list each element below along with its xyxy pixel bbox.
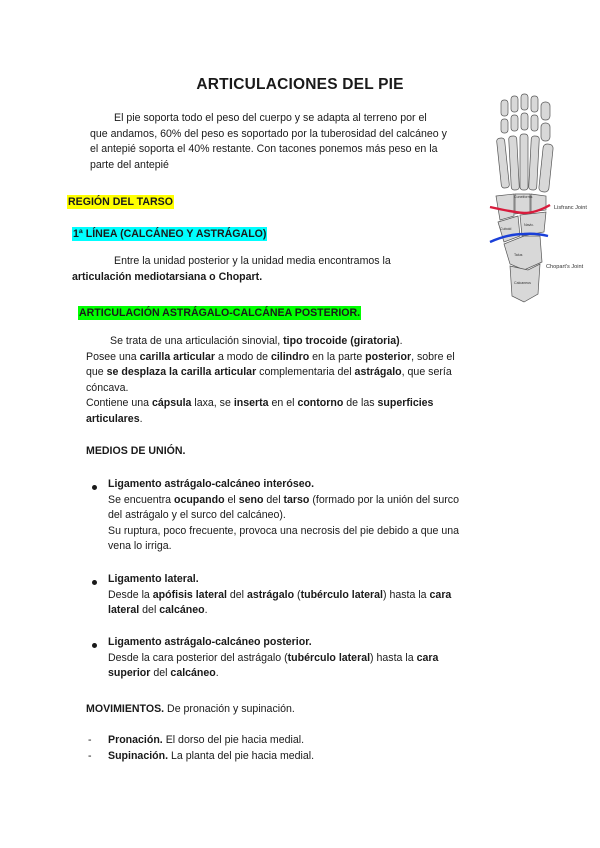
page-title: ARTICULACIONES DEL PIE [196,76,404,93]
intro-line-1: El pie soporta todo el peso del cuerpo y se adapta al terreno por el [114,112,427,124]
chopart-paragraph: Entre la unidad posterior y la unidad media encontramos la articulación mediotarsiana o Chopart. [72,255,391,283]
bullet-dot [92,643,97,648]
calcaneus-label: Calcaneus [514,281,531,285]
section-heading-primera-linea: 1ª LÍNEA (CALCÁNEO Y ASTRÁGALO) [73,228,267,240]
ligament-posterior: Ligamento astrágalo-calcáneo posterior. Desde la cara posterior del astrágalo (tubérculo lateral) hasta la cara superior del calcáneo. [108,636,439,679]
intro-line-2: que andamos, 60% del peso es soportado por la tuberosidad del calcáneo y [90,127,447,140]
ligament-interoseo: Ligamento astrágalo-calcáneo interóseo. Se encuentra ocupando el seno del tarso (formado por la unión del surco del astrágalo y el surco del calcáneo). Su ruptura, poco frecuente, provoca una necrosis del pie debido a que una vena lo irriga. [108,478,460,552]
bullet-dot [92,485,97,490]
chopart-label: Chopart's Joint [546,264,584,270]
medios-union-heading: MEDIOS DE UNIÓN. [86,445,186,457]
intro-line-4: parte del antepié [90,158,169,171]
list-item: - Supinación. La planta del pie hacia medial. [88,749,315,762]
navicular-label: Navic. [524,223,534,227]
list-item: - Pronación. El dorso del pie hacia medial. [88,734,305,746]
lisfranc-label: Lisfranc Joint [554,205,587,211]
cuboid-label: Cuboid [500,227,512,231]
movimientos-line: MOVIMIENTOS. De pronación y supinación. [86,703,295,715]
ligament-lateral: Ligamento lateral. Desde la apófisis lateral del astrágalo (tubérculo lateral) hasta la cara lateral del calcáneo. [108,573,452,616]
intro-line-3: el antepié soporta el 40% restante. Con tacones ponemos más peso en la [90,143,438,155]
foot-skeleton-figure [484,86,600,310]
talus-label: Talus [514,253,523,257]
bullet-dot [92,580,97,585]
intro-paragraph [90,111,480,173]
cuneiforms-label: Cuneiforms [514,195,533,199]
section-heading-tarso: REGIÓN DEL TARSO [68,196,173,208]
foot-skeleton-illustration [484,86,600,310]
movements-list [88,733,528,764]
articulation-description: Se trata de una articulación sinovial, tipo trocoide (giratoria). Posee una carilla articular a modo de cilindro en la parte posterior, sobre el que se desplaza la carilla articular complementaria del astrágalo, que sería cóncava. Contiene una cápsula laxa, se inserta en el contorno de las superficies articulares. [86,335,455,425]
section-heading-astragalo-calcanea: ARTICULACIÓN ASTRÁGALO-CALCÁNEA POSTERIOR. [79,307,361,319]
